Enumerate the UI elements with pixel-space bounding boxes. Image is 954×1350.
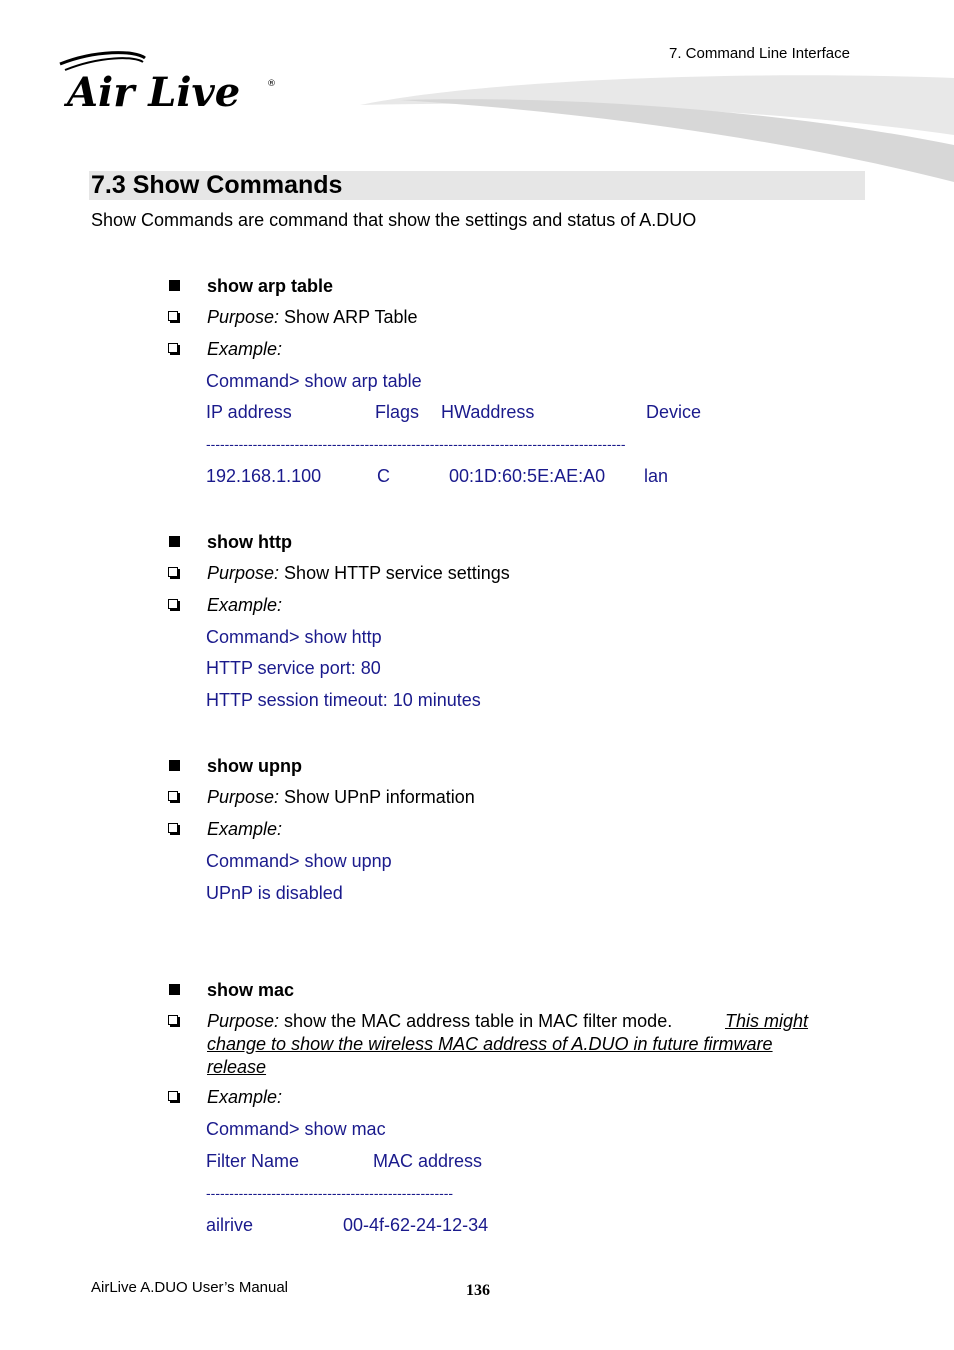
table-header-flags: Flags	[375, 402, 420, 422]
command-heading: show arp table	[207, 276, 334, 296]
purpose-line: Purpose: Show UPnP information	[207, 787, 475, 807]
checkbox-bullet-icon	[168, 1091, 178, 1101]
purpose-line: Purpose: Show HTTP service settings	[207, 563, 510, 583]
bullet-square-icon	[169, 536, 180, 547]
checkbox-bullet-icon	[168, 599, 178, 609]
checkbox-bullet-icon	[168, 823, 178, 833]
checkbox-bullet-icon	[168, 311, 178, 321]
example-label: Example:	[207, 1087, 283, 1107]
table-header-mac-address: MAC address	[373, 1151, 483, 1171]
example-output-line: UPnP is disabled	[206, 883, 343, 903]
example-command: Command> show arp table	[206, 371, 422, 391]
command-heading: show mac	[207, 980, 295, 1000]
bullet-square-icon	[169, 280, 180, 291]
table-header-filter-name: Filter Name	[206, 1151, 300, 1171]
example-command: Command> show http	[206, 627, 382, 647]
firmware-note: release	[207, 1057, 267, 1077]
table-cell-mac-address: 00-4f-62-24-12-34	[343, 1215, 489, 1235]
table-separator: -----------------------------------------------------	[206, 1185, 454, 1201]
checkbox-bullet-icon	[168, 791, 178, 801]
airlive-logo	[55, 48, 285, 114]
table-header-hwaddress: HWaddress	[441, 402, 535, 422]
table-cell-filter-name: ailrive	[206, 1215, 254, 1235]
example-label: Example:	[207, 819, 283, 839]
section-intro: Show Commands are command that show the settings and status of A.DUO	[91, 210, 697, 230]
example-output-line: HTTP session timeout: 10 minutes	[206, 690, 481, 710]
table-cell-flags: C	[377, 466, 390, 486]
table-cell-hwaddress: 00:1D:60:5E:AE:A0	[449, 466, 606, 486]
section-title: 7.3 Show Commands	[91, 171, 343, 199]
example-label: Example:	[207, 339, 283, 359]
example-output-line: HTTP service port: 80	[206, 658, 381, 678]
svg-text:®: ®	[267, 79, 276, 89]
checkbox-bullet-icon	[168, 567, 178, 577]
checkbox-bullet-icon	[168, 1015, 178, 1025]
purpose-line: Purpose: show the MAC address table in MAC filter mode.	[207, 1011, 673, 1031]
footer-manual-title: AirLive A.DUO User’s Manual	[91, 1279, 289, 1296]
table-cell-ip: 192.168.1.100	[206, 466, 322, 486]
firmware-note: change to show the wireless MAC address of A.DUO in future firmware	[207, 1034, 773, 1054]
page-number: 136	[466, 1282, 490, 1299]
command-heading: show upnp	[207, 756, 302, 776]
bullet-square-icon	[169, 984, 180, 995]
table-cell-device: lan	[644, 466, 669, 486]
purpose-line: Purpose: Show ARP Table	[207, 307, 418, 327]
checkbox-bullet-icon	[168, 343, 178, 353]
firmware-note: This might	[725, 1011, 809, 1031]
table-header-device: Device	[646, 402, 702, 422]
command-heading: show http	[207, 532, 292, 552]
example-command: Command> show mac	[206, 1119, 386, 1139]
chapter-header: 7. Command Line Interface	[669, 45, 850, 62]
example-label: Example:	[207, 595, 283, 615]
table-separator: ------------------------------------------------------------------------------------------	[206, 436, 626, 452]
bullet-square-icon	[169, 760, 180, 771]
example-command: Command> show upnp	[206, 851, 392, 871]
svg-text:Air Live: Air Live	[67, 69, 241, 114]
table-header-ip: IP address	[206, 402, 292, 422]
